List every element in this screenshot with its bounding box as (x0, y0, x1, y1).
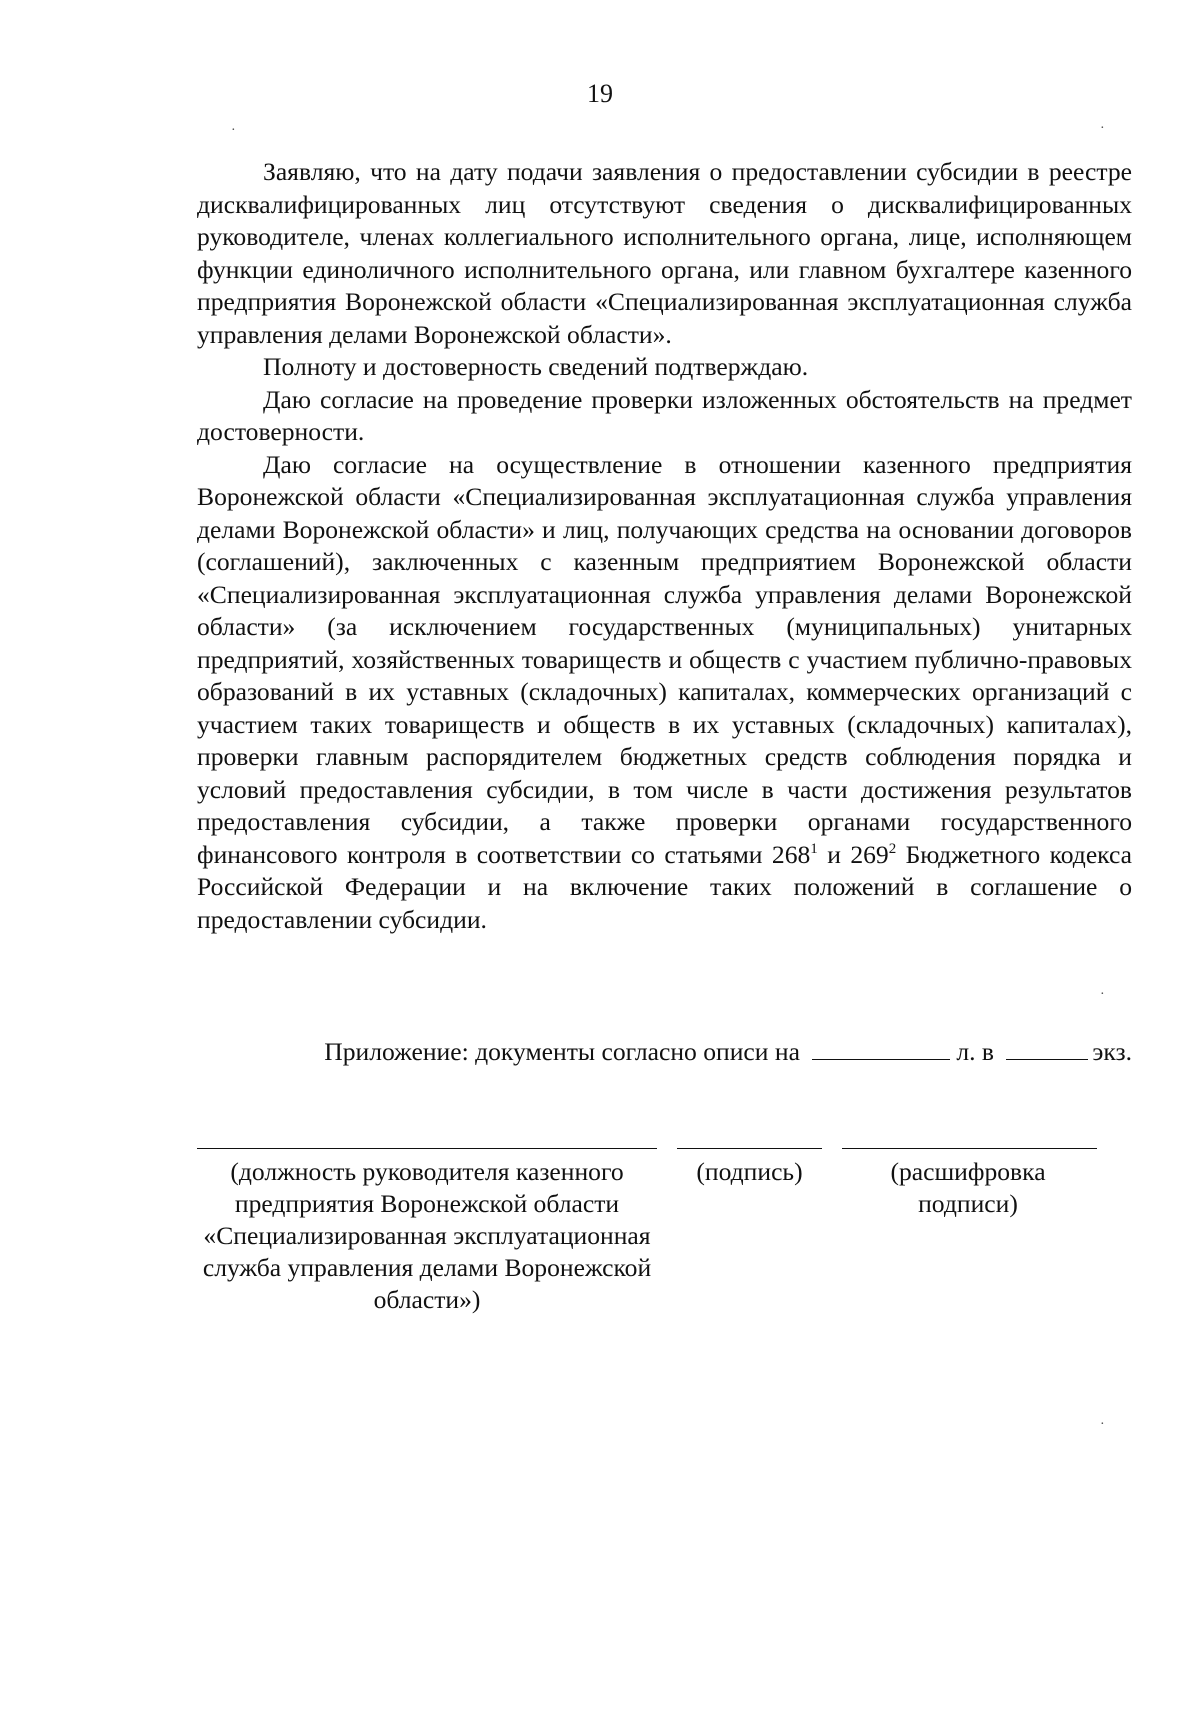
transcript-caption: (расшифровка подписи) (890, 1157, 1046, 1218)
paragraph-audit-consent (197, 449, 1132, 937)
article-ref-number: 269 (850, 839, 889, 869)
audit-consent-text: Даю согласие на осуществление в отношении казенного предприятия Воронежской области «Специализированная эксплуатационная служба управления делами Воронежской области» и лиц, получающих средства на основании договоров (соглашений), заключенных с казенным предприятием Воронежской области «Специализированная эксплуатационная служба управления делами Воронежской области» (за исключением государственных (муниципальных) унитарных предприятий, хозяйственных товариществ и обществ с участием публично-правовых образований в их уставных (складочных) капиталах, коммерческих организаций с участием таких товариществ и обществ в их уставных (складочных) капиталах), проверки главным распорядителем бюджетных средств соблюдения порядка и условий предоставления субсидии, в том числе в части достижения результатов предоставления субсидии, а также проверки органами государственного финансового контроля в соответствии со статьями (197, 449, 1132, 869)
attachment-prefix: Приложение: документы согласно описи на (324, 1037, 800, 1066)
paragraph-verification-consent: Даю согласие на проведение проверки изложенных обстоятельств на предмет достоверности. (197, 384, 1132, 446)
position-signature-line[interactable] (197, 1148, 657, 1149)
signature-caption: (подпись) (696, 1157, 803, 1186)
article-ref-superscript: 2 (888, 840, 897, 857)
sheets-unit-label: л. в (956, 1037, 994, 1066)
scan-dot: · (1100, 1417, 1105, 1432)
paragraph-disqualification-statement: Заявляю, что на дату подачи заявления о предоставлении субсидии в реестре дисквалифицированных лиц отсутствуют сведения о дисквалифицированных руководителе, членах коллегиального исполнительного органа, лице, исполняющем функции единоличного исполнительного органа, или главном бухгалтере казенного предприятия Воронежской области «Специализированная эксплуатационная служба управления делами Воронежской области». (197, 157, 1132, 349)
sheets-count-blank[interactable] (812, 1037, 950, 1060)
paragraph-completeness-confirmation: Полноту и достоверность сведений подтверждаю. (263, 352, 809, 381)
article-ref-superscript: 1 (810, 840, 818, 857)
scan-dot: · (231, 123, 236, 138)
page-number: 19 (587, 79, 613, 108)
attachment-line (200, 1036, 1132, 1068)
position-caption: (должность руководителя казенного предприятия Воронежской области «Специализированная эксплуатационная служба управления делами Воронежской области») (202, 1157, 652, 1314)
signature-transcript-line[interactable] (842, 1148, 1097, 1149)
scan-dot: · (1100, 987, 1105, 1002)
copies-unit-label: экз. (1092, 1037, 1132, 1066)
signature-line[interactable] (677, 1148, 822, 1149)
article-ref-conjunction: и (817, 839, 851, 869)
article-ref-number: 268 (771, 839, 811, 869)
copies-count-blank[interactable] (1006, 1037, 1088, 1060)
scan-dot: · (1100, 121, 1105, 136)
audit-consent-text-end: Бюджетного кодекса Российской Федерации и на включение таких положений в соглашение о предоставлении субсидии. (197, 839, 1133, 934)
document-body (197, 156, 1132, 936)
